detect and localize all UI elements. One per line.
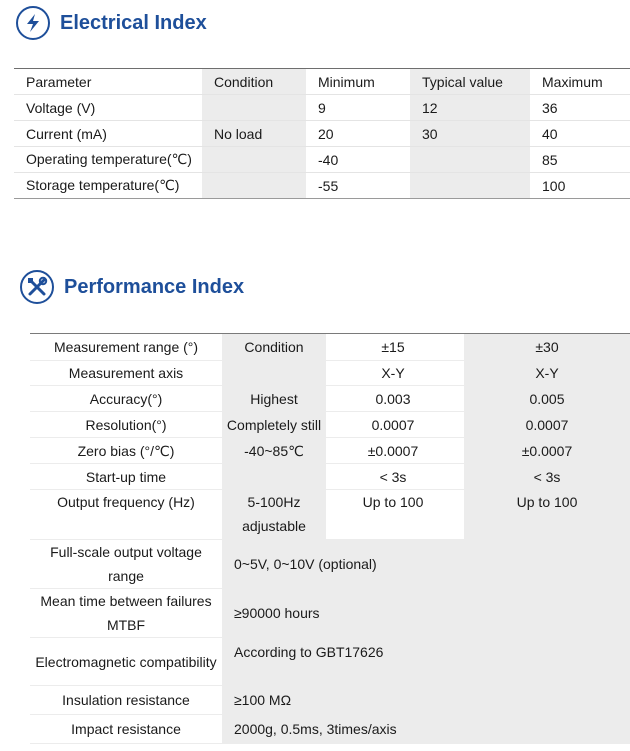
performance-title: Performance Index: [64, 275, 245, 298]
performance-cell: Mean time between failures MTBF: [40, 593, 212, 633]
performance-row: [30, 464, 630, 490]
performance-row: [30, 438, 630, 464]
performance-cell: X-Y: [464, 361, 630, 386]
performance-cell: 0.0007: [464, 412, 630, 438]
performance-span-row: [30, 589, 630, 638]
performance-cell: [222, 464, 326, 490]
electrical-cell: [410, 147, 530, 173]
electrical-header-cell: Condition: [202, 69, 306, 95]
performance-cell: Full-scale output voltage range: [50, 544, 202, 584]
lightning-bolt-icon: [16, 6, 50, 40]
performance-span-row: [30, 715, 630, 744]
electrical-row: [14, 147, 630, 173]
electrical-header-cell: Minimum: [318, 73, 375, 90]
electrical-cell: -55: [318, 177, 339, 194]
electrical-cell: 9: [318, 99, 326, 116]
electrical-cell: 30: [410, 121, 530, 147]
electrical-cell: Current (mA): [26, 125, 107, 142]
performance-cell: 5-100Hz adjustable: [222, 490, 326, 540]
performance-span-row: [30, 686, 630, 715]
electrical-cell: 36: [542, 99, 558, 116]
performance-span-value: 0~5V, 0~10V (optional): [222, 540, 630, 589]
performance-cell: ±0.0007: [464, 438, 630, 464]
electrical-row: [14, 95, 630, 121]
performance-cell: Condition: [222, 334, 326, 361]
electrical-cell: [202, 95, 306, 121]
electrical-header-row: [14, 69, 630, 95]
electrical-cell: [202, 147, 306, 173]
performance-cell: Insulation resistance: [62, 692, 190, 708]
electrical-cell: [202, 173, 306, 199]
performance-cell: Up to 100: [362, 494, 424, 510]
electrical-header-cell: Typical value: [410, 69, 530, 95]
performance-table: [30, 333, 630, 744]
performance-cell: X-Y: [381, 365, 405, 381]
performance-span-value: ≥90000 hours: [222, 589, 630, 638]
electrical-row: [14, 173, 630, 199]
performance-row: [30, 412, 630, 438]
performance-cell: -40~85℃: [222, 438, 326, 464]
performance-cell: Measurement range (°): [53, 339, 199, 355]
performance-row: [30, 334, 630, 361]
electrical-title: Electrical Index: [60, 11, 207, 34]
performance-row: [30, 386, 630, 412]
electrical-header-cell: Maximum: [542, 73, 603, 90]
performance-cell: Accuracy(°): [89, 390, 163, 407]
performance-cell: 0.005: [464, 386, 630, 412]
performance-section-header: [20, 270, 244, 304]
electrical-cell: 20: [318, 125, 334, 142]
electrical-cell: 40: [542, 125, 558, 142]
performance-cell: Up to 100: [464, 490, 630, 540]
performance-span-row: [30, 540, 630, 589]
performance-cell: Completely still: [222, 412, 326, 438]
performance-span-value: 2000g, 0.5ms, 3times/axis: [222, 715, 630, 744]
electrical-cell: 85: [542, 151, 558, 168]
performance-cell: [222, 361, 326, 386]
electrical-cell: Voltage (V): [26, 99, 96, 116]
performance-cell: Zero bias (°/℃): [77, 442, 175, 459]
performance-cell: < 3s: [379, 468, 407, 485]
performance-row: [30, 361, 630, 386]
electrical-cell: No load: [202, 121, 306, 147]
performance-cell: 0.0007: [371, 416, 415, 433]
performance-cell: ±15: [381, 339, 405, 355]
electrical-section-header: [16, 6, 207, 40]
electrical-cell: 12: [410, 95, 530, 121]
performance-cell: 0.003: [375, 390, 411, 407]
performance-span-value: ≥100 MΩ: [222, 686, 630, 715]
performance-cell: Resolution(°): [85, 416, 167, 433]
electrical-cell: Operating temperature(℃): [26, 151, 192, 167]
performance-cell: Highest: [222, 386, 326, 412]
performance-cell: Electromagnetic compatibility: [35, 653, 217, 670]
performance-cell: ±0.0007: [367, 442, 419, 459]
wrench-screwdriver-icon: [20, 270, 54, 304]
performance-cell: < 3s: [464, 464, 630, 490]
performance-cell: Start-up time: [85, 468, 167, 485]
performance-span-row: [30, 638, 630, 686]
electrical-row: [14, 121, 630, 147]
electrical-cell: 100: [542, 177, 566, 194]
electrical-cell: [410, 173, 530, 199]
performance-cell: Impact resistance: [71, 721, 181, 737]
electrical-cell: -40: [318, 151, 339, 168]
performance-row: [30, 490, 630, 540]
performance-cell: ±30: [464, 334, 630, 361]
performance-cell: Output frequency (Hz): [57, 494, 195, 510]
electrical-cell: Storage temperature(℃): [26, 177, 180, 193]
electrical-table: [14, 68, 630, 199]
performance-span-value: According to GBT17626: [222, 638, 630, 686]
performance-cell: Measurement axis: [68, 365, 184, 381]
electrical-header-cell: Parameter: [26, 73, 92, 90]
